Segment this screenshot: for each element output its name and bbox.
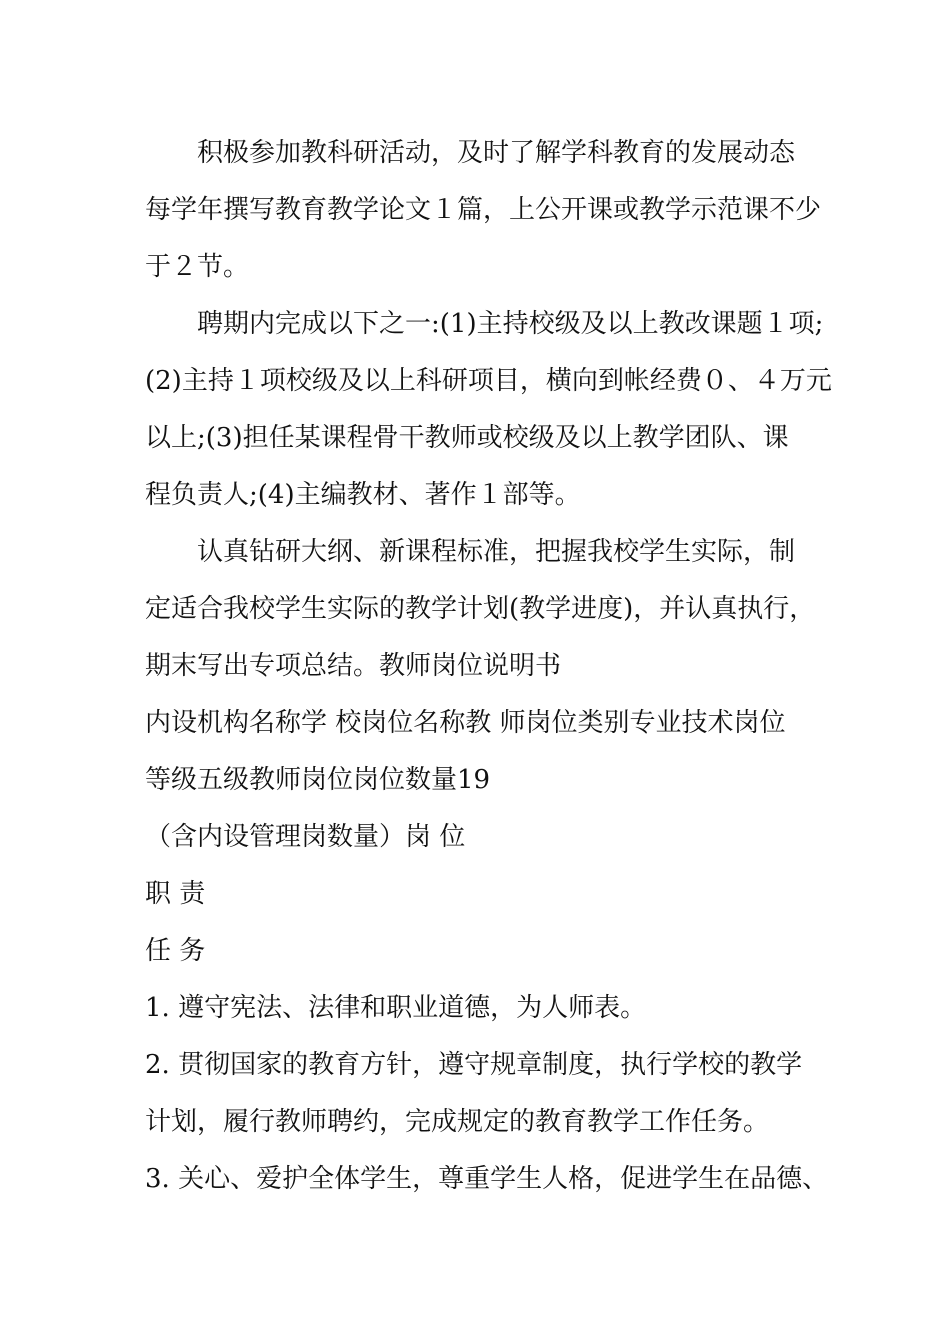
paragraph-line-1: 积极参加教科研活动，及时了解学科教育的发展动态 (197, 138, 796, 168)
list-item-3: 3. 关心、爱护全体学生，尊重学生人格，促进学生在品德、 (145, 1164, 829, 1194)
list-item-1: 1. 遵守宪法、法律和职业道德，为人师表。 (145, 993, 647, 1023)
table-row-line-5: 任 务 (145, 936, 206, 966)
paragraph-line-5: (2)主持１项校级及以上科研项目，横向到帐经费０、４万元 (145, 366, 832, 396)
paragraph-line-9: 定适合我校学生实际的教学计划(教学进度)，并认真执行， (145, 594, 816, 624)
paragraph-line-3: 于２节。 (145, 252, 250, 282)
paragraph-line-8: 认真钻研大纲、新课程标准，把握我校学生实际，制 (197, 537, 796, 567)
paragraph-line-2: 每学年撰写教育教学论文１篇，上公开课或教学示范课不少 (145, 195, 822, 225)
paragraph-line-10: 期末写出专项总结。教师岗位说明书 (145, 651, 562, 681)
paragraph-line-4: 聘期内完成以下之一:(1)主持校级及以上教改课题１项; (197, 309, 824, 339)
list-item-2-cont: 计划，履行教师聘约，完成规定的教育教学工作任务。 (145, 1107, 770, 1137)
table-row-line-3: （含内设管理岗数量）岗 位 (145, 822, 466, 852)
table-row-line-4: 职 责 (145, 879, 206, 909)
list-item-2: 2. 贯彻国家的教育方针，遵守规章制度，执行学校的教学 (145, 1050, 803, 1080)
paragraph-line-6: 以上;(3)担任某课程骨干教师或校级及以上教学团队、课 (145, 423, 789, 453)
paragraph-line-7: 程负责人;(4)主编教材、著作１部等。 (145, 480, 581, 510)
table-row-line-2: 等级五级教师岗位岗位数量19 (145, 765, 491, 795)
table-row-line-1: 内设机构名称学 校岗位名称教 师岗位类别专业技术岗位 (145, 708, 786, 738)
